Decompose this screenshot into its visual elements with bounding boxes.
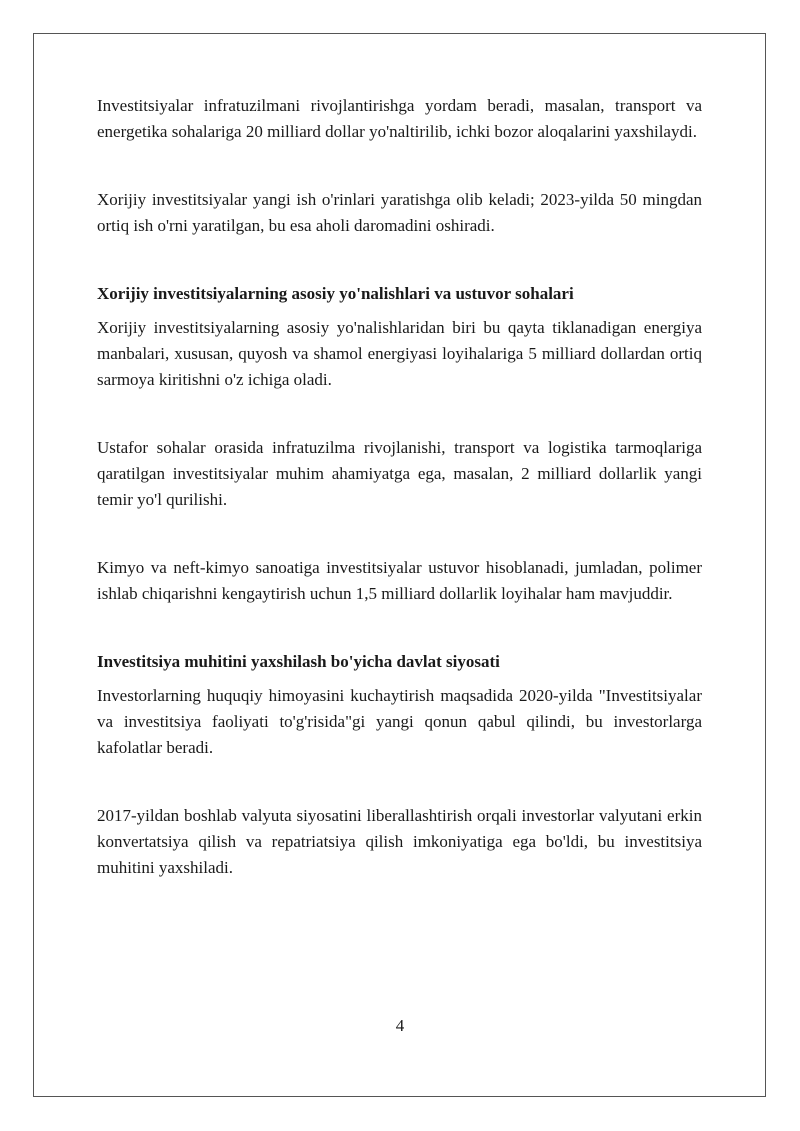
paragraph: Xorijiy investitsiyalarning asosiy yo'nalishlaridan biri bu qayta tiklanadigan energiya manbalari, xususan, quyosh va shamol energiyasi loyihalariga 5 milliard dollardan ortiq sarmoya kiritishni o'z ichiga oladi. [97,318,702,389]
paragraph: Investorlarning huquqiy himoyasini kuchaytirish maqsadida 2020-yilda "Investitsiyalar va investitsiya faoliyati to'g'risida"gi yangi qonun qabul qilindi, bu investorlarga kafolatlar beradi. [97,686,702,757]
section-heading: Xorijiy investitsiyalarning asosiy yo'nalishlari va ustuvor sohalari [97,284,574,303]
document-body [97,93,702,881]
paragraph: Ustafor sohalar orasida infratuzilma rivojlanishi, transport va logistika tarmoqlariga qaratilgan investitsiyalar muhim ahamiyatga ega, masalan, 2 milliard dollarlik yangi temir yo'l qurilishi. [97,438,702,509]
paragraph: Xorijiy investitsiyalar yangi ish o'rinlari yaratishga olib keladi; 2023-yilda 50 mingdan ortiq ish o'rni yaratilgan, bu esa aholi daromadini oshiradi. [97,190,702,235]
paragraph: 2017-yildan boshlab valyuta siyosatini liberallashtirish orqali investorlar valyutani erkin konvertatsiya qilish va repatriatsiya qilish imkoniyatiga ega bo'ldi, bu investitsiya muhitini yaxshiladi. [97,806,702,877]
paragraph: Kimyo va neft-kimyo sanoatiga investitsiyalar ustuvor hisoblanadi, jumladan, polimer ishlab chiqarishni kengaytirish uchun 1,5 milliard dollarlik loyihalar ham mavjuddir. [97,558,702,603]
section-heading: Investitsiya muhitini yaxshilash bo'yicha davlat siyosati [97,652,500,671]
paragraph: Investitsiyalar infratuzilmani rivojlantirishga yordam beradi, masalan, transport va energetika sohalariga 20 milliard dollar yo'naltirilib, ichki bozor aloqalarini yaxshilaydi. [97,96,702,141]
page-number: 4 [395,1016,405,1035]
